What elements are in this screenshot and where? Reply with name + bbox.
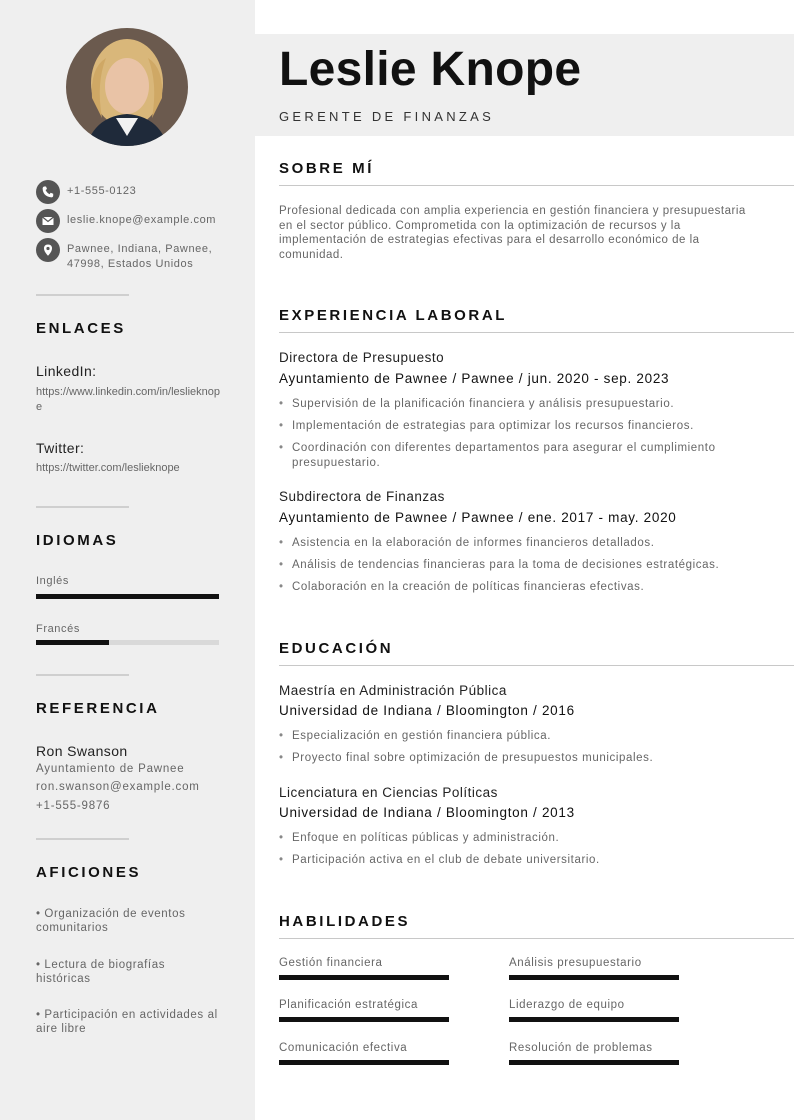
skill-name: Análisis presupuestario <box>509 957 642 969</box>
phone-text: +1-555-0123 <box>67 185 137 197</box>
experience-heading: EXPERIENCIA LABORAL <box>279 307 508 324</box>
school: Universidad de Indiana / Bloomington / 2013 <box>279 805 575 820</box>
skill-level-fill <box>509 1017 679 1022</box>
language-level-fill <box>36 640 109 645</box>
divider <box>36 506 129 508</box>
section-rule <box>279 185 794 186</box>
about-heading: SOBRE MÍ <box>279 160 374 177</box>
divider <box>36 294 129 296</box>
education-bullets <box>279 729 759 773</box>
skill-level-bar <box>279 1060 449 1065</box>
address-text: Pawnee, Indiana, Pawnee, 47998, Estados Unidos <box>67 243 213 270</box>
hobby-item: • Organización de eventos comunitarios <box>36 908 186 934</box>
contact-phone <box>36 180 236 204</box>
job-title: GERENTE DE FINANZAS <box>279 109 495 124</box>
job-role: Subdirectora de Finanzas <box>279 489 445 504</box>
skill-name: Gestión financiera <box>279 957 383 969</box>
bullet-item: • Enfoque en políticas públicas y administración. <box>279 831 759 846</box>
twitter-link[interactable]: https://twitter.com/leslieknope <box>36 462 180 474</box>
contact-address <box>36 238 236 272</box>
degree: Licenciatura en Ciencias Políticas <box>279 785 498 800</box>
envelope-icon <box>36 209 60 233</box>
skill-level-bar <box>509 975 679 980</box>
skill-name: Liderazgo de equipo <box>509 999 625 1011</box>
bullet-item: • Asistencia en la elaboración de informes financieros detallados. <box>279 536 759 551</box>
skill-level-fill <box>279 1017 449 1022</box>
hobby-item: • Participación en actividades al aire libre <box>36 1009 218 1035</box>
reference-org: Ayuntamiento de Pawnee <box>36 763 185 775</box>
section-rule <box>279 665 794 666</box>
skill-level-bar <box>509 1060 679 1065</box>
skills-heading: HABILIDADES <box>279 913 411 930</box>
job-org: Ayuntamiento de Pawnee / Pawnee / jun. 2020 - sep. 2023 <box>279 371 670 386</box>
job-bullets <box>279 397 759 478</box>
section-rule <box>279 938 794 939</box>
job-bullets <box>279 536 759 602</box>
reference-phone: +1-555-9876 <box>36 800 111 812</box>
skill-name: Resolución de problemas <box>509 1042 653 1054</box>
divider <box>36 674 129 676</box>
bullet-item: • Implementación de estrategias para optimizar los recursos financieros. <box>279 419 759 434</box>
bullet-item: • Participación activa en el club de debate universitario. <box>279 853 759 868</box>
skill-level-fill <box>279 975 449 980</box>
job-role: Directora de Presupuesto <box>279 350 445 365</box>
avatar <box>66 28 188 146</box>
bullet-item: • Coordinación con diferentes departamentos para asegurar el cumplimiento presupuestario. <box>279 441 759 470</box>
phone-icon <box>36 180 60 204</box>
divider <box>36 838 129 840</box>
school: Universidad de Indiana / Bloomington / 2016 <box>279 703 575 718</box>
twitter-label: Twitter: <box>36 440 85 456</box>
linkedin-link[interactable]: https://www.linkedin.com/in/leslieknope <box>36 386 221 413</box>
degree: Maestría en Administración Pública <box>279 683 507 698</box>
bullet-item: • Proyecto final sobre optimización de presupuestos municipales. <box>279 751 759 766</box>
skill-level-fill <box>509 975 679 980</box>
language-level-fill <box>36 594 219 599</box>
language-level-bar <box>36 640 219 645</box>
reference-email[interactable]: ron.swanson@example.com <box>36 781 200 793</box>
skill-level-fill <box>279 1060 449 1065</box>
links-heading: ENLACES <box>36 320 126 337</box>
education-bullets <box>279 831 759 875</box>
person-name: Leslie Knope <box>279 43 582 96</box>
hobbies-heading: AFICIONES <box>36 864 142 881</box>
language-name: Francés <box>36 623 80 635</box>
skill-name: Comunicación efectiva <box>279 1042 408 1054</box>
language-name: Inglés <box>36 575 69 587</box>
reference-heading: REFERENCIA <box>36 700 160 717</box>
hobby-item: • Lectura de biografías históricas <box>36 959 166 985</box>
skill-level-fill <box>509 1060 679 1065</box>
bullet-item: • Supervisión de la planificación financiera y análisis presupuestario. <box>279 397 759 412</box>
skill-level-bar <box>279 1017 449 1022</box>
sidebar <box>0 0 255 1120</box>
section-rule <box>279 332 794 333</box>
bullet-item: • Análisis de tendencias financieras para la toma de decisiones estratégicas. <box>279 558 759 573</box>
skill-name: Planificación estratégica <box>279 999 419 1011</box>
reference-name: Ron Swanson <box>36 743 128 759</box>
email-text: leslie.knope@example.com <box>67 214 217 226</box>
education-heading: EDUCACIÓN <box>279 640 394 657</box>
bullet-item: • Colaboración en la creación de políticas financieras efectivas. <box>279 580 759 595</box>
skill-level-bar <box>279 975 449 980</box>
location-pin-icon <box>36 238 60 262</box>
contact-email <box>36 209 236 233</box>
skill-level-bar <box>509 1017 679 1022</box>
languages-heading: IDIOMAS <box>36 532 119 549</box>
language-level-bar <box>36 594 219 599</box>
job-org: Ayuntamiento de Pawnee / Pawnee / ene. 2017 - may. 2020 <box>279 510 677 525</box>
about-text: Profesional dedicada con amplia experiencia en gestión financiera y presupuestaria en el sector público. Comprometida con la optimización de recursos y la implementación de estrategias efectivas para el desarrollo económico de la comunidad. <box>279 205 746 261</box>
bullet-item: • Especialización en gestión financiera pública. <box>279 729 759 744</box>
linkedin-label: LinkedIn: <box>36 363 97 379</box>
